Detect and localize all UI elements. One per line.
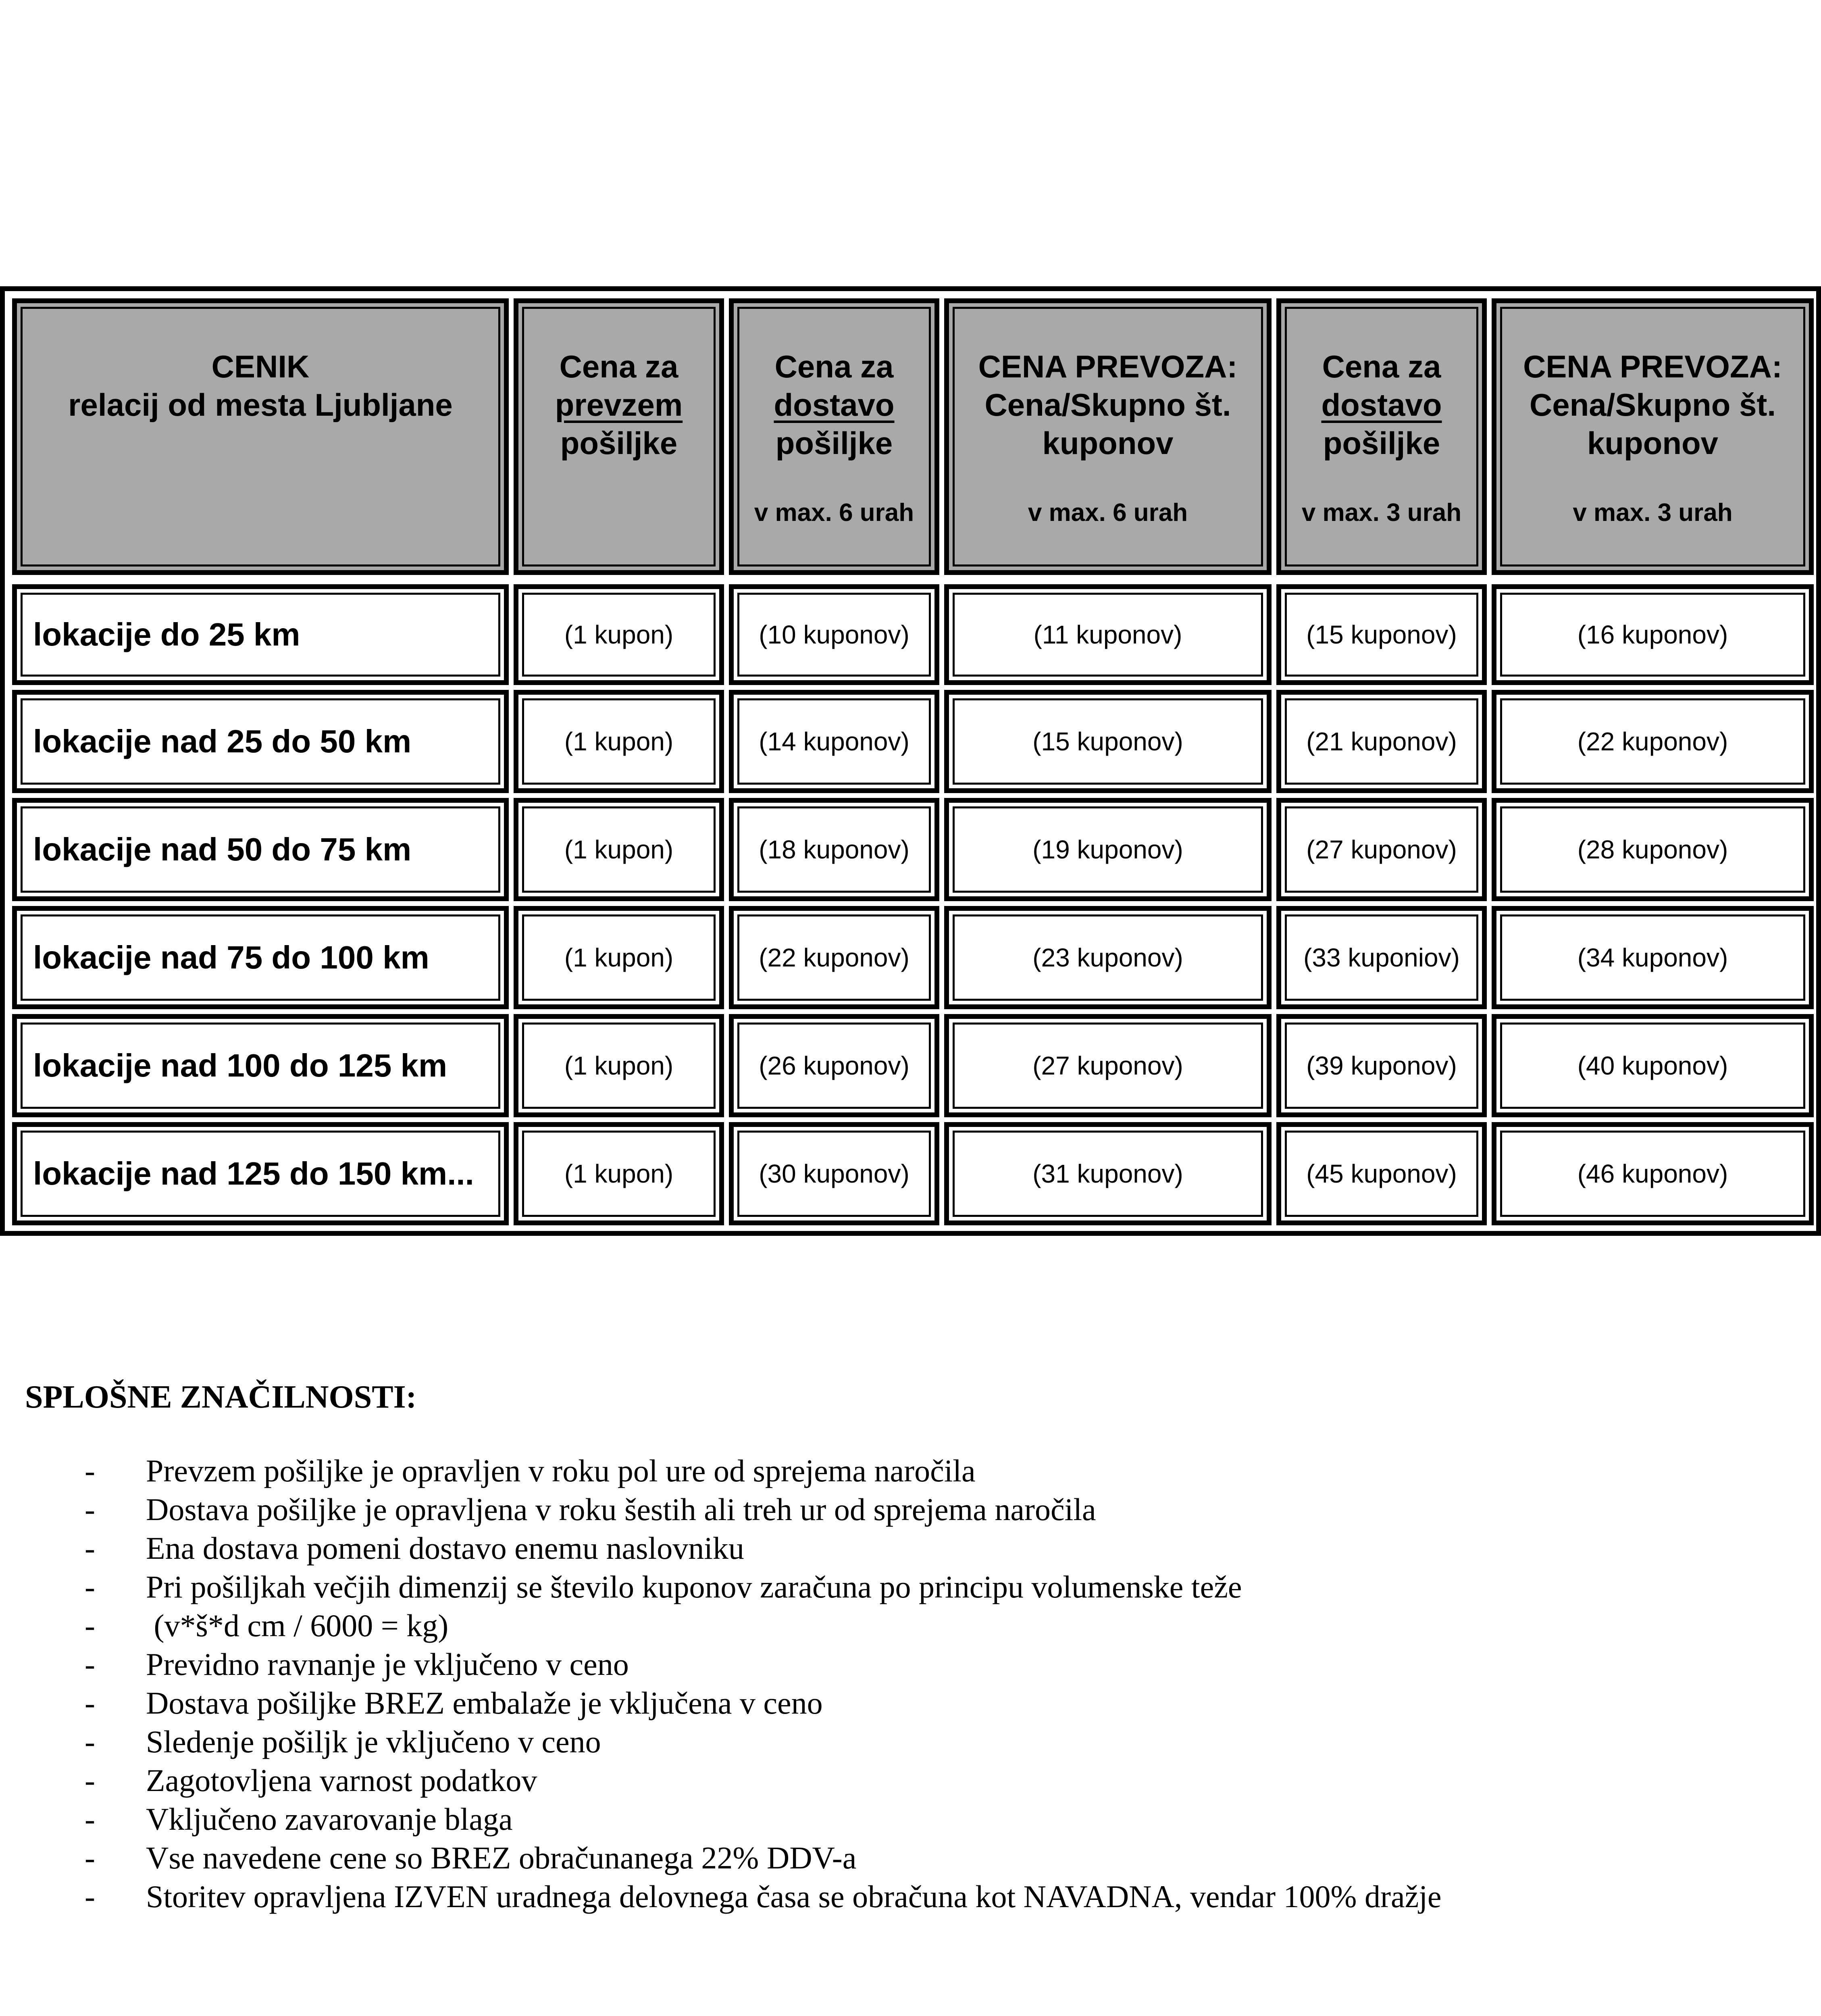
list-item bbox=[0, 1568, 1442, 1606]
list-item bbox=[0, 1722, 1442, 1761]
table-cell: (21 kuponov) bbox=[1276, 690, 1487, 793]
note-text: Sledenje pošiljk je vključeno v ceno bbox=[146, 1724, 601, 1759]
table-cell: (34 kuponov) bbox=[1492, 906, 1814, 1009]
table-cell: (27 kuponov) bbox=[944, 1014, 1272, 1117]
note-text: Vključeno zavarovanje blaga bbox=[146, 1801, 513, 1837]
column-header-line: CENA PREVOZA: bbox=[978, 349, 1238, 384]
list-item bbox=[0, 1761, 1442, 1800]
table-cell: (11 kuponov) bbox=[944, 584, 1272, 685]
general-notes-title: SPLOŠNE ZNAČILNOSTI: bbox=[25, 1379, 417, 1415]
table-cell: (1 kupon) bbox=[514, 1122, 724, 1225]
bullet-dash: - bbox=[85, 1531, 95, 1566]
note-text: (v*š*d cm / 6000 = kg) bbox=[146, 1608, 449, 1643]
table-cell: (23 kuponov) bbox=[944, 906, 1272, 1009]
list-item bbox=[0, 1606, 1442, 1645]
list-item bbox=[0, 1452, 1442, 1490]
column-header-transport-3h bbox=[1492, 298, 1814, 575]
column-header-note: v max. 3 urah bbox=[1573, 499, 1733, 527]
note-text: Prevzem pošiljke je opravljen v roku pol ure od sprejema naročila bbox=[146, 1453, 976, 1488]
column-header-line: Cena za bbox=[559, 349, 678, 384]
bullet-dash: - bbox=[85, 1840, 95, 1875]
column-header-line: CENA PREVOZA: bbox=[1523, 349, 1782, 384]
bullet-dash: - bbox=[85, 1608, 95, 1643]
bullet-dash: - bbox=[85, 1685, 95, 1720]
column-header-note: v max. 6 urah bbox=[754, 499, 914, 527]
bullet-dash: - bbox=[85, 1879, 95, 1914]
table-cell: (19 kuponov) bbox=[944, 798, 1272, 901]
table-title: CENIK bbox=[211, 349, 310, 384]
table-cell: (30 kuponov) bbox=[729, 1122, 939, 1225]
bullet-dash: - bbox=[85, 1569, 95, 1604]
bullet-dash: - bbox=[85, 1647, 95, 1682]
table-cell: (33 kuponiov) bbox=[1276, 906, 1487, 1009]
table-cell: (27 kuponov) bbox=[1276, 798, 1487, 901]
price-table bbox=[0, 286, 1821, 1236]
column-header-line: kuponov bbox=[1042, 425, 1174, 461]
table-cell: (1 kupon) bbox=[514, 1014, 724, 1117]
bullet-dash: - bbox=[85, 1801, 95, 1837]
row-label: lokacije nad 125 do 150 km... bbox=[12, 1122, 509, 1225]
note-text: Dostava pošiljke BREZ embalaže je vključena v ceno bbox=[146, 1685, 823, 1720]
table-cell: (40 kuponov) bbox=[1492, 1014, 1814, 1117]
table-cell: (10 kuponov) bbox=[729, 584, 939, 685]
table-cell: (15 kuponov) bbox=[1276, 584, 1487, 685]
column-header-delivery-6h bbox=[729, 298, 939, 575]
column-header-line: Cena za bbox=[1322, 349, 1441, 384]
list-item bbox=[0, 1529, 1442, 1568]
column-header-transport-6h bbox=[944, 298, 1272, 575]
table-cell: (22 kuponov) bbox=[1492, 690, 1814, 793]
column-header-delivery-3h bbox=[1276, 298, 1487, 575]
note-text: Zagotovljena varnost podatkov bbox=[146, 1763, 537, 1798]
note-text: Previdno ravnanje je vključeno v ceno bbox=[146, 1647, 629, 1682]
table-cell: (18 kuponov) bbox=[729, 798, 939, 901]
table-cell: (39 kuponov) bbox=[1276, 1014, 1487, 1117]
column-header-line: pošiljke bbox=[1323, 425, 1440, 461]
bullet-dash: - bbox=[85, 1763, 95, 1798]
list-item bbox=[0, 1645, 1442, 1684]
note-text: Storitev opravljena IZVEN uradnega delovnega časa se obračuna kot NAVADNA, vendar 100% dražje bbox=[146, 1879, 1442, 1914]
row-label: lokacije do 25 km bbox=[12, 584, 509, 685]
general-notes-list bbox=[0, 1452, 1442, 1916]
table-cell: (1 kupon) bbox=[514, 798, 724, 901]
list-item bbox=[0, 1490, 1442, 1529]
table-cell: (22 kuponov) bbox=[729, 906, 939, 1009]
note-text: Ena dostava pomeni dostavo enemu naslovniku bbox=[146, 1531, 744, 1566]
column-header-note: v max. 3 urah bbox=[1301, 499, 1462, 527]
table-title-cell bbox=[12, 298, 509, 575]
table-cell: (26 kuponov) bbox=[729, 1014, 939, 1117]
column-header-note: v max. 6 urah bbox=[1028, 499, 1188, 527]
table-cell: (45 kuponov) bbox=[1276, 1122, 1487, 1225]
bullet-dash: - bbox=[85, 1492, 95, 1527]
table-cell: (1 kupon) bbox=[514, 906, 724, 1009]
table-cell: (15 kuponov) bbox=[944, 690, 1272, 793]
column-header-line: Cena/Skupno št. bbox=[984, 387, 1231, 423]
table-subtitle: relacij od mesta Ljubljane bbox=[68, 387, 453, 423]
note-text: Dostava pošiljke je opravljena v roku šestih ali treh ur od sprejema naročila bbox=[146, 1492, 1096, 1527]
column-header-line: prevzem bbox=[555, 387, 683, 423]
note-text: Pri pošiljkah večjih dimenzij se število kuponov zaračuna po principu volumenske teže bbox=[146, 1569, 1242, 1604]
row-label: lokacije nad 50 do 75 km bbox=[12, 798, 509, 901]
table-cell: (14 kuponov) bbox=[729, 690, 939, 793]
column-header-line: Cena/Skupno št. bbox=[1529, 387, 1776, 423]
list-item bbox=[0, 1839, 1442, 1877]
bullet-dash: - bbox=[85, 1724, 95, 1759]
column-header-line: dostavo bbox=[1321, 387, 1442, 423]
column-header-line: pošiljke bbox=[775, 425, 893, 461]
table-cell: (28 kuponov) bbox=[1492, 798, 1814, 901]
column-header-line: kuponov bbox=[1587, 425, 1718, 461]
list-item bbox=[0, 1877, 1442, 1916]
note-text: Vse navedene cene so BREZ obračunanega 22% DDV-a bbox=[146, 1840, 857, 1875]
table-cell: (16 kuponov) bbox=[1492, 584, 1814, 685]
column-header-line: dostavo bbox=[774, 387, 895, 423]
column-header-line: pošiljke bbox=[560, 425, 678, 461]
list-item bbox=[0, 1800, 1442, 1839]
row-label: lokacije nad 25 do 50 km bbox=[12, 690, 509, 793]
table-cell: (46 kuponov) bbox=[1492, 1122, 1814, 1225]
table-cell: (31 kuponov) bbox=[944, 1122, 1272, 1225]
list-item bbox=[0, 1684, 1442, 1722]
row-label: lokacije nad 100 do 125 km bbox=[12, 1014, 509, 1117]
table-cell: (1 kupon) bbox=[514, 690, 724, 793]
table-cell: (1 kupon) bbox=[514, 584, 724, 685]
column-header-line: Cena za bbox=[774, 349, 894, 384]
bullet-dash: - bbox=[85, 1453, 95, 1488]
column-header-pickup bbox=[514, 298, 724, 575]
row-label: lokacije nad 75 do 100 km bbox=[12, 906, 509, 1009]
